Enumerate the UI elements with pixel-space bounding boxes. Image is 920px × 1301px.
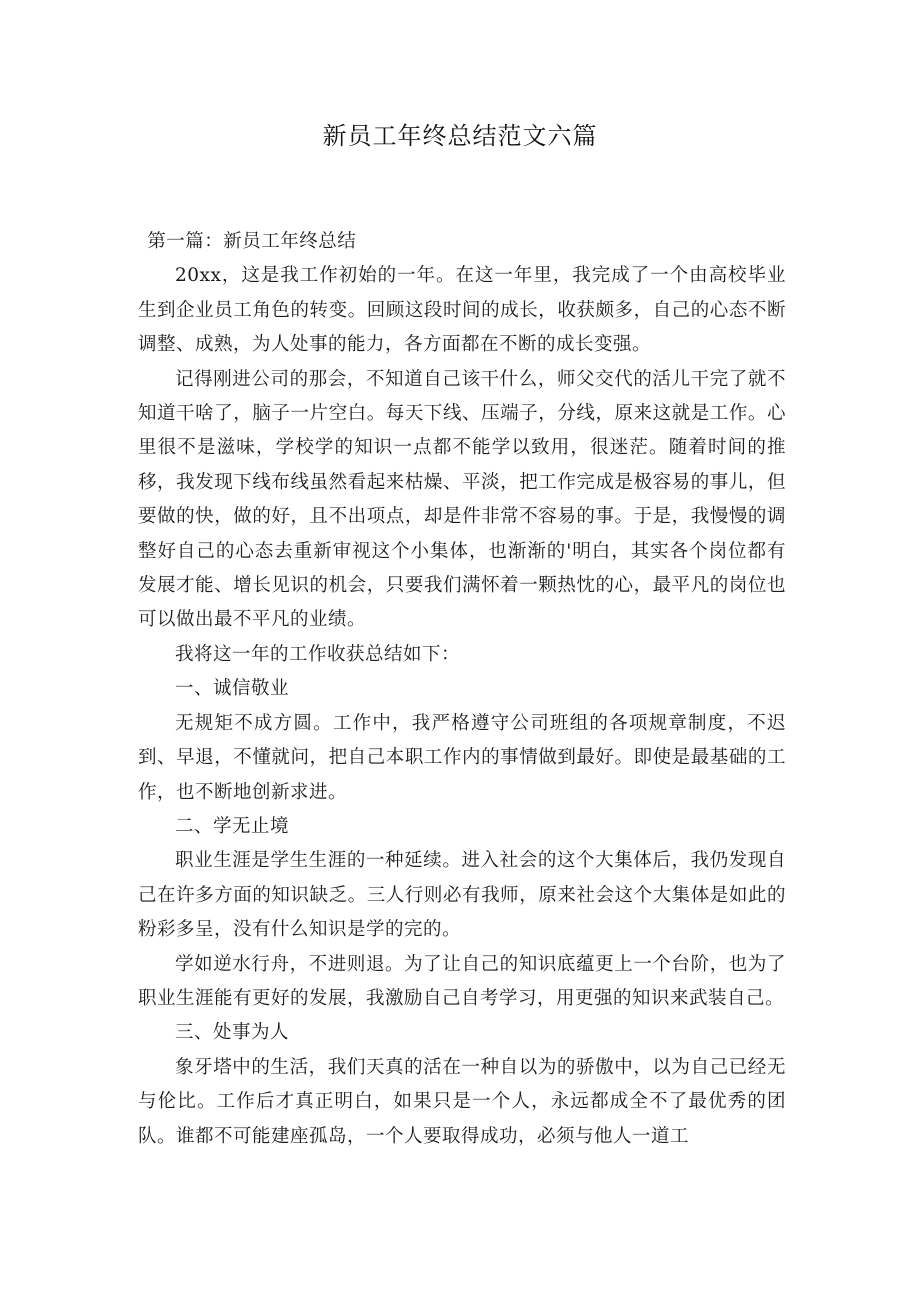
summary-lead-paragraph: 我将这一年的工作收获总结如下： <box>175 643 461 665</box>
subsection-heading-learning: 二、学无止境 <box>175 815 290 837</box>
section-heading: 第一篇：新员工年终总结 <box>147 231 357 252</box>
document-title: 新员工年终总结范文六篇 <box>322 122 598 150</box>
subsection-heading-conduct: 三、处事为人 <box>175 1022 290 1044</box>
conduct-paragraph: 象牙塔中的生活，我们天真的活在一种自以为的骄傲中，以为自己已经无与伦比。工作后才真正明白，如果只是一个人，永远都成全不了最优秀的团队。谁都不可能建座孤岛，一个人要取得成功，必须与他人一道工 <box>138 1056 786 1147</box>
learning-paragraph-1: 职业生涯是学生生涯的一种延续。进入社会的这个大集体后，我仍发现自己在许多方面的知识缺乏。三人行则必有我师，原来社会这个大集体是如此的粉彩多呈，没有什么知识是学的完的。 <box>138 850 786 941</box>
intro-paragraph-1: 20xx，这是我工作初始的一年。在这一年里，我完成了一个由高校毕业生到企业员工角色的转变。回顾这段时间的成长，收获颇多，自己的心态不断调整、成熟，为人处事的能力，各方面都在不断的成长变强。 <box>138 265 786 356</box>
integrity-paragraph: 无规矩不成方圆。工作中，我严格遵守公司班组的各项规章制度，不迟到、早退，不懂就问，把自己本职工作内的事情做到最好。即使是最基础的工作，也不断地创新求进。 <box>138 712 786 803</box>
document-body <box>138 225 786 1154</box>
intro-paragraph-2: 记得刚进公司的那会，不知道自己该干什么，师父交代的活儿干完了就不知道干啥了，脑子一片空白。每天下线、压端子，分线，原来这就是工作。心里很不是滋味，学校学的知识一点都不能学以致用，很迷茫。随着时间的推移，我发现下线布线虽然看起来枯燥、平淡，把工作完成是极容易的事儿，但要做的快，做的好，且不出项点，却是件非常不容易的事。于是，我慢慢的调整好自己的心态去重新审视这个小集体，也渐渐的'明白，其实各个岗位都有发展才能、增长见识的机会，只要我们满怀着一颗热忱的心，最平凡的岗位也可以做出最不平凡的业绩。 <box>138 368 786 631</box>
learning-paragraph-2: 学如逆水行舟，不进则退。为了让自己的知识底蕴更上一个台阶，也为了职业生涯能有更好的发展，我激励自己自考学习，用更强的知识来武装自己。 <box>138 953 786 1009</box>
subsection-heading-integrity: 一、诚信敬业 <box>175 678 290 700</box>
